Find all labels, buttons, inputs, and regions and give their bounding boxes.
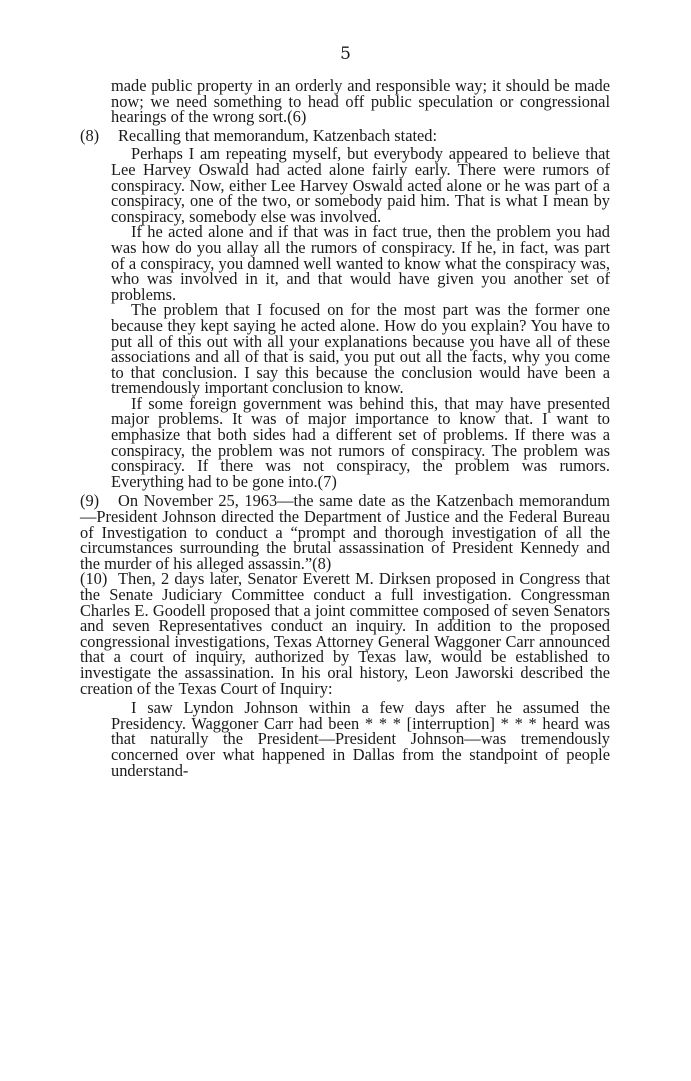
paragraph-number: (8) [80, 125, 100, 145]
page-number: 5 [340, 44, 351, 64]
quote-paragraph-4: If some foreign government was behind this, that may have presented major problems. It was of major importance to know that. I want to emphasize that both sides had a different set of problems. If there was a conspiracy, the problem was not rumors of conspiracy. The problem was conspiracy. If there was not conspiracy, the problem was rumors. Everything had to be gone into.(7) [111, 393, 610, 491]
memorandum-continuation: made public property in an orderly and responsible way; it should be made now; we need something to head off public speculation or congressional hearings of the wrong sort.(6) [111, 76, 610, 127]
paragraph-number: (9) [80, 491, 100, 511]
quote-paragraph-1: Perhaps I am repeating myself, but everybody appeared to believe that Lee Harvey Oswald had acted alone fairly early. There were rumors of conspiracy. Now, either Lee Harvey Oswald acted alone or he was part of a conspiracy, one of the two, or somebody paid him. That is what I mean by conspiracy, somebody else was involved. [111, 144, 610, 226]
paragraph-8 [80, 125, 610, 145]
paragraph-text: Then, 2 days later, Senator Everett M. Dirksen proposed in Congress that the Senate Judiciary Committee conduct a full investigation. Congressman Charles E. Goodell proposed that a joint committee composed of seven Senators and seven Representatives conduct an inquiry. In addition to the proposed congressional investigations, Texas Attorney General Waggoner Carr announced that a court of inquiry, authorized by Texas law, would be established to investigate the assassination. In his oral history, Leon Jaworski described the creation of the Texas Court of Inquiry: [80, 569, 610, 698]
body-text [80, 78, 610, 778]
paragraph-text: Recalling that memorandum, Katzenbach stated: [118, 125, 438, 145]
paragraph-9 [80, 493, 610, 571]
quote-paragraph-3: The problem that I focused on for the most part was the former one because they kept saying he acted alone. How do you explain? You have to put all of this out with all your explanations because you have all of these associations and all of that is said, you put out all the facts, why you come to that conclusion. I say this because the conclusion would have been a tremendously important conclusion to know. [111, 300, 610, 398]
quote-paragraph-2: If he acted alone and if that was in fact true, then the problem you had was how do you allay all the rumors of conspiracy. If he, in fact, was part of a conspiracy, you damned well wanted to know what the conspiracy was, who was involved in it, and that would have given you another set of problems. [111, 222, 610, 304]
quote-paragraph-5: I saw Lyndon Johnson within a few days after he assumed the Presidency. Waggoner Carr had been * * * [interruption] * * * heard was that naturally the President—President Johnson—was tremendously concerned over what happened in Dallas from the standpoint of people understand- [111, 698, 610, 780]
paragraph-text: On November 25, 1963—the same date as the Katzenbach memorandum—President Johnson directed the Department of Justice and the Federal Bureau of Investigation to conduct a “prompt and thorough investigation of all the circumstances surrounding the brutal assassination of President Kennedy and the murder of his alleged assassin.”(8) [80, 491, 610, 573]
paragraph-number: (10) [80, 569, 108, 589]
paragraph-10 [80, 571, 610, 696]
